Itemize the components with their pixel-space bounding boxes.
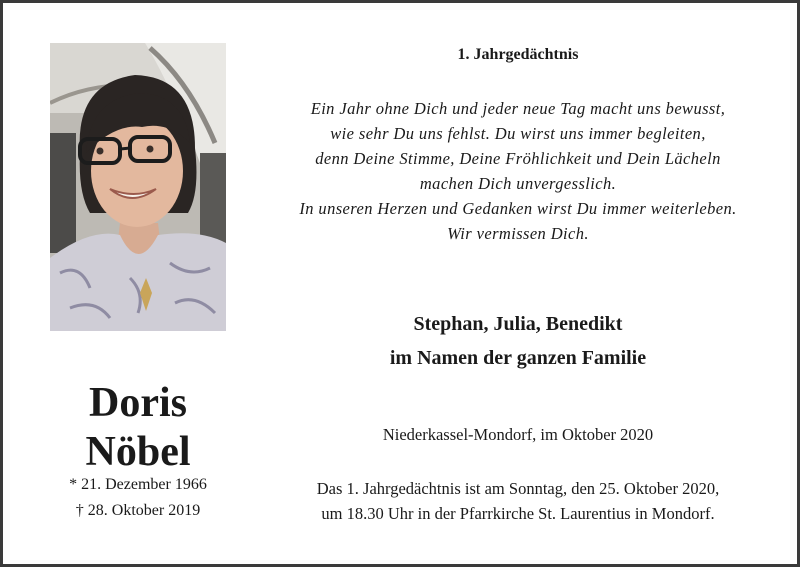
portrait-photo <box>50 43 226 331</box>
signers-block <box>253 307 783 375</box>
memorial-heading: 1. Jahrgedächtnis <box>457 46 579 63</box>
memorial-poem <box>253 96 783 246</box>
deceased-last-name: Nöbel <box>85 429 191 475</box>
service-line: um 18.30 Uhr in der Pfarrkirche St. Laurentius in Mondorf. <box>321 504 715 523</box>
service-info <box>253 476 783 526</box>
birth-date: * 21. Dezember 1966 <box>69 476 207 493</box>
place-and-date: Niederkassel-Mondorf, im Oktober 2020 <box>382 425 654 444</box>
deceased-first-name: Doris <box>89 380 187 426</box>
service-line: Das 1. Jahrgedächtnis ist am Sonntag, den 25. Oktober 2020, <box>316 479 720 498</box>
signers-family: im Namen der ganzen Familie <box>389 347 647 369</box>
poem-line: wie sehr Du uns fehlst. Du wirst uns immer begleiten, <box>330 124 706 143</box>
poem-line: machen Dich unvergesslich. <box>419 174 617 193</box>
poem-line: Wir vermissen Dich. <box>447 224 589 243</box>
signers-names: Stephan, Julia, Benedikt <box>413 313 623 335</box>
poem-line: Ein Jahr ohne Dich und jeder neue Tag macht uns bewusst, <box>310 99 726 118</box>
poem-line: denn Deine Stimme, Deine Fröhlichkeit und Dein Lächeln <box>315 149 721 168</box>
poem-line: In unseren Herzen und Gedanken wirst Du immer weiterleben. <box>299 199 737 218</box>
death-date: † 28. Oktober 2019 <box>75 502 201 519</box>
